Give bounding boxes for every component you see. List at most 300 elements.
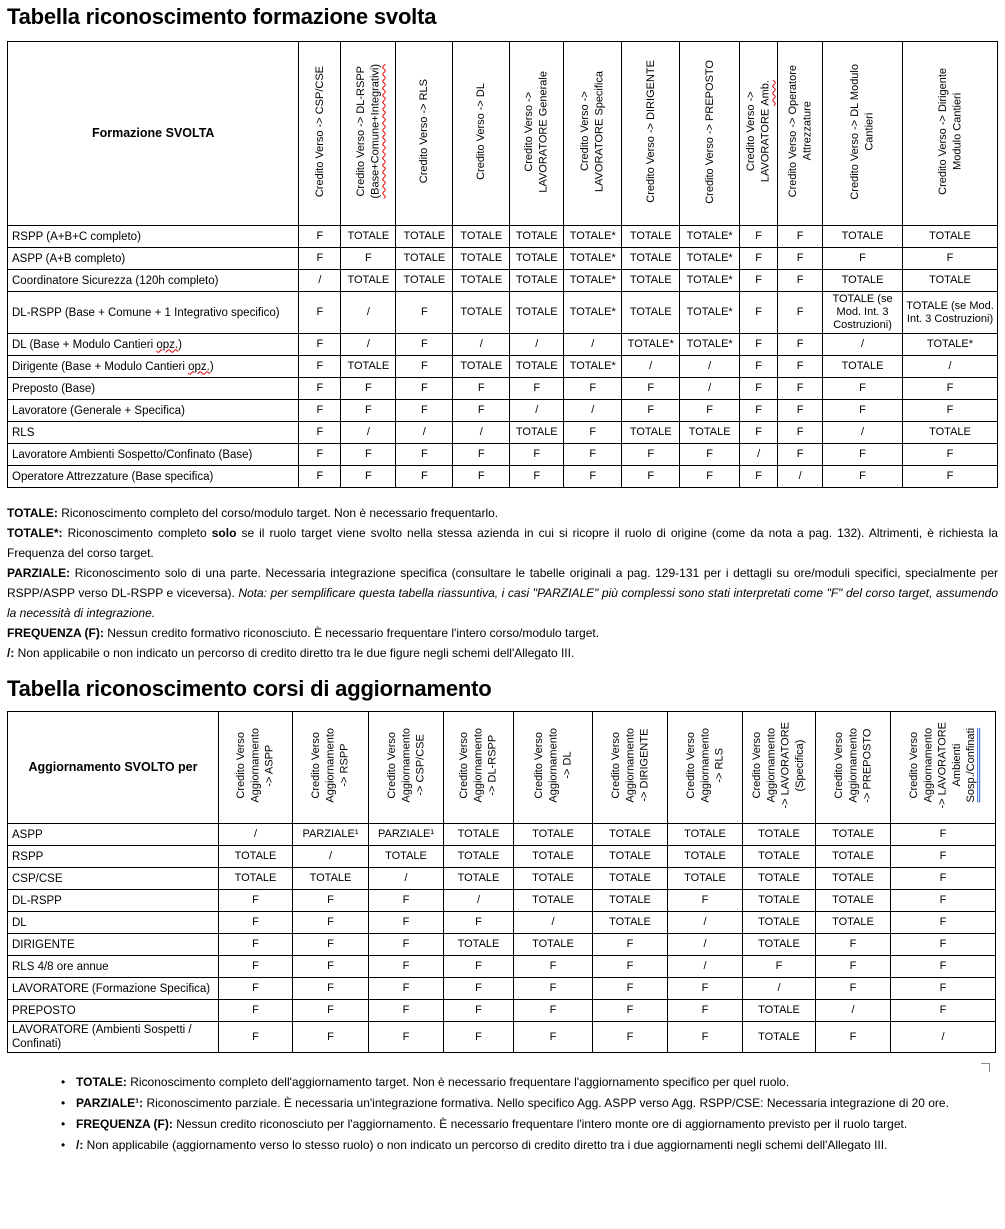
- legend-bullet-item: [55, 1093, 950, 1114]
- grid-cell: TOTALE: [453, 248, 510, 270]
- grid-cell: TOTALE: [816, 912, 891, 934]
- grid-cell: F: [510, 378, 564, 400]
- grid-cell: F: [593, 978, 668, 1000]
- rotated-column-header: [219, 712, 293, 824]
- grid-cell: TOTALE: [369, 846, 444, 868]
- grid-cell: TOTALE: [823, 226, 903, 248]
- grid-cell: TOTALE: [743, 824, 816, 846]
- table2-title: Tabella riconoscimento corsi di aggiornamento: [7, 676, 492, 701]
- text-run: Aggiornamento: [922, 728, 935, 803]
- grid-cell: TOTALE: [396, 226, 453, 248]
- grid-cell: /: [668, 934, 743, 956]
- grid-cell: TOTALE: [668, 824, 743, 846]
- rotated-column-header: [510, 42, 564, 226]
- grid-cell: F: [778, 444, 823, 466]
- table-row: [8, 978, 996, 1000]
- text-run: Credito Verso: [458, 732, 471, 799]
- text-run: Credito Verso -> RLS: [418, 79, 431, 184]
- text-run: DL-RSPP: [12, 894, 62, 907]
- grid-cell: /: [668, 912, 743, 934]
- grid-cell: TOTALE: [593, 890, 668, 912]
- grid-cell: TOTALE: [622, 226, 680, 248]
- text-run: ): [178, 338, 182, 351]
- grid-cell: TOTALE: [514, 890, 593, 912]
- grid-cell: TOTALE: [510, 270, 564, 292]
- grid-cell: F: [444, 1000, 514, 1022]
- rotated-column-header: [778, 42, 823, 226]
- text-run: Amb.: [759, 80, 772, 107]
- grid-cell: TOTALE*: [680, 226, 740, 248]
- grid-cell: TOTALE*: [622, 334, 680, 356]
- grid-cell: F: [816, 978, 891, 1000]
- grid-cell: F: [740, 226, 778, 248]
- table-row: [8, 378, 998, 400]
- header-row: [8, 42, 998, 226]
- text-run: DL-RSPP (Base + Comune + 1 Integrativo specifico): [12, 306, 280, 319]
- text-run: FREQUENZA (F):: [7, 626, 104, 640]
- grid-cell: TOTALE: [444, 824, 514, 846]
- grid-cell: F: [219, 934, 293, 956]
- grid-cell: F: [444, 956, 514, 978]
- table-row: [8, 1000, 996, 1022]
- aggiornamento-table: [7, 711, 996, 1053]
- corner-header: Aggiornamento SVOLTO per: [8, 712, 219, 824]
- grid-cell: F: [396, 334, 453, 356]
- text-run: RSPP: [12, 850, 44, 863]
- grid-cell: F: [341, 444, 396, 466]
- grid-cell: /: [299, 270, 341, 292]
- text-run: LAVORATORE (Ambienti Sospetti / Confinati): [12, 1024, 192, 1050]
- rotated-column-header: [680, 42, 740, 226]
- text-run: LAVORATORE: [759, 106, 772, 183]
- grid-cell: F: [622, 466, 680, 488]
- grid-cell: F: [823, 248, 903, 270]
- aggiornamento-table-container: [7, 711, 998, 1053]
- text-run: -> PREPOSTO: [861, 728, 874, 803]
- text-run: Nessun credito riconosciuto per l'aggiornamento. È necessario frequentare l'intero monte ore di aggiornamento previsto per il ruolo target.: [172, 1117, 908, 1131]
- rotated-column-header: [622, 42, 680, 226]
- grid-cell: PARZIALE¹: [293, 824, 369, 846]
- text-run: Credito Verso: [310, 732, 323, 799]
- table-row: [8, 292, 998, 334]
- text-run: Credito Verso: [235, 732, 248, 799]
- grid-cell: /: [816, 1000, 891, 1022]
- grid-cell: /: [680, 356, 740, 378]
- text-run: Ambienti: [951, 744, 964, 787]
- text-run: Credito Verso: [609, 732, 622, 799]
- grid-cell: F: [740, 356, 778, 378]
- grid-cell: F: [444, 978, 514, 1000]
- grid-cell: F: [778, 334, 823, 356]
- grid-cell: F: [299, 378, 341, 400]
- grid-cell: F: [740, 400, 778, 422]
- grid-cell: F: [453, 400, 510, 422]
- text-run: -> DIRIGENTE: [638, 728, 651, 803]
- row-label: [8, 1022, 219, 1053]
- text-run: Credito Verso: [908, 732, 921, 799]
- text-run: Credito Verso: [684, 732, 697, 799]
- text-run: /:: [76, 1138, 84, 1152]
- grid-cell: F: [369, 912, 444, 934]
- grid-cell: F: [891, 890, 996, 912]
- grid-cell: /: [668, 956, 743, 978]
- grid-cell: F: [622, 400, 680, 422]
- grid-cell: F: [444, 912, 514, 934]
- grid-cell: TOTALE: [444, 934, 514, 956]
- grid-cell: TOTALE*: [564, 356, 622, 378]
- grid-cell: F: [299, 444, 341, 466]
- grid-cell: TOTALE: [743, 846, 816, 868]
- grid-cell: F: [778, 400, 823, 422]
- grid-cell: /: [510, 400, 564, 422]
- text-run: solo: [211, 526, 237, 540]
- grid-cell: F: [891, 868, 996, 890]
- text-run: Credito Verso -> CSP/CSE: [313, 65, 326, 198]
- grid-cell: PARZIALE¹: [369, 824, 444, 846]
- grid-cell: F: [299, 466, 341, 488]
- grid-cell: F: [453, 466, 510, 488]
- grid-cell: F: [593, 934, 668, 956]
- grid-cell: /: [453, 422, 510, 444]
- grid-cell: F: [341, 378, 396, 400]
- text-run: Credito Verso -> DL: [475, 83, 488, 180]
- grid-cell: TOTALE (se Mod. Int. 3 Costruzioni): [823, 292, 903, 334]
- table-row: [8, 270, 998, 292]
- text-run: DL (Base + Modulo Cantieri: [12, 338, 157, 351]
- text-run: -> DL: [561, 751, 574, 780]
- table1-title: Tabella riconoscimento formazione svolta: [7, 4, 437, 29]
- row-label: [8, 226, 299, 248]
- text-run: -> RLS: [713, 748, 726, 783]
- grid-cell: F: [816, 934, 891, 956]
- text-run: -> CSP/CSE: [414, 734, 427, 797]
- text-run: PARZIALE¹:: [76, 1096, 144, 1110]
- grid-cell: F: [396, 292, 453, 334]
- grid-cell: F: [778, 270, 823, 292]
- text-run: LAVORATORE Generale: [537, 70, 550, 193]
- grid-cell: F: [293, 1022, 369, 1053]
- text-run: FREQUENZA (F):: [76, 1117, 173, 1131]
- grid-cell: F: [219, 890, 293, 912]
- grid-cell: /: [341, 334, 396, 356]
- text-run: se il ruolo target viene svolto nella stessa azienda in cui si ricopre il ruolo di origine (come da nota a pag. 132). Altrimenti, è richiesta la Frequenza del corso target.: [7, 526, 998, 560]
- grid-cell: F: [680, 466, 740, 488]
- grid-cell: F: [299, 400, 341, 422]
- table-row: [8, 956, 996, 978]
- grid-cell: /: [453, 334, 510, 356]
- text-run: Credito Verso -> DL Modulo: [849, 63, 862, 200]
- grid-cell: TOTALE: [444, 846, 514, 868]
- text-run: Nessun credito formativo riconosciuto. È necessario frequentare l'intero corso/modulo target.: [103, 626, 600, 640]
- text-run: Aggiornamento: [698, 728, 711, 803]
- grid-cell: TOTALE*: [564, 248, 622, 270]
- legend-line: [7, 563, 998, 623]
- grid-cell: F: [778, 248, 823, 270]
- grid-cell: /: [369, 868, 444, 890]
- grid-cell: F: [564, 422, 622, 444]
- grid-cell: TOTALE: [680, 422, 740, 444]
- row-label: [8, 334, 299, 356]
- grid-cell: F: [299, 226, 341, 248]
- grid-cell: F: [891, 1000, 996, 1022]
- text-run: RLS: [12, 426, 35, 439]
- grid-cell: F: [293, 912, 369, 934]
- text-run: RSPP (A+B+C completo): [12, 230, 141, 243]
- grid-cell: TOTALE: [453, 356, 510, 378]
- grid-cell: F: [369, 934, 444, 956]
- text-run: Credito Verso ->: [579, 91, 592, 172]
- grid-cell: TOTALE*: [680, 292, 740, 334]
- grid-cell: F: [891, 846, 996, 868]
- grid-cell: F: [453, 378, 510, 400]
- text-run: Credito Verso -> Dirigente: [936, 68, 949, 195]
- rotated-column-header: [816, 712, 891, 824]
- grid-cell: TOTALE: [622, 270, 680, 292]
- grid-cell: F: [219, 1022, 293, 1053]
- row-label: [8, 248, 299, 270]
- grid-cell: /: [514, 912, 593, 934]
- rotated-column-header: [891, 712, 996, 824]
- grid-cell: /: [341, 422, 396, 444]
- row-label: [8, 934, 219, 956]
- text-run: LAVORATORE Specifica: [593, 70, 606, 193]
- grid-cell: F: [293, 890, 369, 912]
- grid-cell: F: [778, 378, 823, 400]
- grid-cell: TOTALE: [593, 824, 668, 846]
- text-run: Credito Verso: [385, 732, 398, 799]
- grid-cell: TOTALE: [816, 846, 891, 868]
- grid-cell: TOTALE: [453, 292, 510, 334]
- grid-cell: F: [740, 292, 778, 334]
- text-run: Riconoscimento completo del corso/modulo target. Non è necessario frequentarlo.: [57, 506, 499, 520]
- grid-cell: TOTALE: [743, 868, 816, 890]
- grid-cell: F: [903, 444, 998, 466]
- grid-cell: F: [668, 978, 743, 1000]
- legend-line: [7, 523, 998, 563]
- text-run: Aggiornamento: [472, 728, 485, 803]
- grid-cell: F: [740, 466, 778, 488]
- table-row: [8, 934, 996, 956]
- grid-cell: TOTALE*: [564, 226, 622, 248]
- grid-cell: F: [823, 378, 903, 400]
- grid-cell: TOTALE: [341, 270, 396, 292]
- text-run: Credito Verso ->: [523, 91, 536, 172]
- grid-cell: F: [369, 956, 444, 978]
- grid-cell: TOTALE: [816, 824, 891, 846]
- grid-cell: TOTALE: [444, 868, 514, 890]
- rotated-column-header: [293, 712, 369, 824]
- grid-cell: TOTALE*: [680, 248, 740, 270]
- grid-cell: F: [510, 444, 564, 466]
- grid-cell: F: [680, 400, 740, 422]
- text-run: (Specifica): [794, 739, 807, 792]
- text-run: Lavoratore (Generale + Specifica): [12, 404, 185, 417]
- grid-cell: F: [668, 1000, 743, 1022]
- table-row: [8, 400, 998, 422]
- text-run: Credito Verso ->: [745, 91, 758, 172]
- grid-cell: F: [341, 466, 396, 488]
- text-run: Credito Verso: [832, 732, 845, 799]
- table-row: [8, 912, 996, 934]
- grid-cell: F: [564, 466, 622, 488]
- grid-cell: F: [740, 422, 778, 444]
- row-label: [8, 356, 299, 378]
- row-label: [8, 912, 219, 934]
- text-run: TOTALE:: [76, 1075, 127, 1089]
- text-run: Modulo Cantieri: [951, 92, 963, 171]
- grid-cell: TOTALE: [743, 890, 816, 912]
- text-run: (Base+Comune+Integrativi): [369, 64, 382, 199]
- rotated-column-header: [444, 712, 514, 824]
- grid-cell: F: [778, 356, 823, 378]
- row-label: [8, 956, 219, 978]
- text-run: TOTALE*:: [7, 526, 63, 540]
- grid-cell: /: [293, 846, 369, 868]
- table-row: [8, 248, 998, 270]
- row-label: [8, 422, 299, 444]
- table-row: [8, 846, 996, 868]
- grid-cell: TOTALE*: [564, 270, 622, 292]
- table-row: [8, 226, 998, 248]
- text-run: Credito Verso -> PREPOSTO: [703, 59, 716, 204]
- text-run: Riconoscimento solo di una parte. Necessaria integrazione specifica (consultare le tabelle originali a pag. 129-131 per i dettagli su ore/moduli specifici, specialmente per RSPP/ASPP verso DL-RSPP e viceversa).: [7, 566, 998, 600]
- grid-cell: F: [903, 378, 998, 400]
- grid-cell: F: [740, 270, 778, 292]
- text-run: Riconoscimento completo dell'aggiornamento target. Non è necessario frequentare l'aggiornamento specifico per quel ruolo.: [126, 1075, 790, 1089]
- text-run: ): [209, 360, 214, 373]
- grid-cell: TOTALE: [396, 248, 453, 270]
- text-run: ASPP: [12, 828, 43, 841]
- text-run: -> RSPP: [338, 743, 351, 788]
- grid-cell: F: [396, 378, 453, 400]
- grid-cell: /: [891, 1022, 996, 1053]
- grid-cell: F: [740, 378, 778, 400]
- grid-cell: /: [510, 334, 564, 356]
- legend-line: [7, 623, 998, 643]
- grid-cell: TOTALE: [823, 270, 903, 292]
- legend-bullet-item: [55, 1135, 950, 1156]
- table-resize-handle-icon: [981, 1063, 990, 1072]
- grid-cell: F: [369, 978, 444, 1000]
- table-row: [8, 444, 998, 466]
- grid-cell: F: [219, 912, 293, 934]
- header-row: [8, 712, 996, 824]
- grid-cell: TOTALE: [219, 846, 293, 868]
- grid-cell: TOTALE: [341, 356, 396, 378]
- grid-cell: TOTALE: [510, 356, 564, 378]
- text-run: -> ASPP: [263, 744, 276, 787]
- grid-cell: /: [778, 466, 823, 488]
- rotated-column-header: [564, 42, 622, 226]
- text-run: DL: [12, 916, 27, 929]
- text-run: PREPOSTO: [12, 1004, 76, 1017]
- grid-cell: /: [622, 356, 680, 378]
- rotated-column-header: [668, 712, 743, 824]
- grid-cell: TOTALE: [593, 846, 668, 868]
- row-label: [8, 1000, 219, 1022]
- text-run: Attrezzature: [801, 101, 814, 162]
- text-run: Credito Verso -> DIRIGENTE: [644, 60, 657, 203]
- rotated-column-header: [593, 712, 668, 824]
- grid-cell: TOTALE: [903, 226, 998, 248]
- grid-cell: TOTALE: [816, 890, 891, 912]
- grid-cell: TOTALE: [453, 226, 510, 248]
- grid-cell: F: [299, 334, 341, 356]
- grid-cell: TOTALE*: [680, 334, 740, 356]
- text-run: opz.: [188, 360, 210, 373]
- grid-cell: F: [341, 248, 396, 270]
- text-run: Aggiornamento: [399, 728, 412, 803]
- grid-cell: TOTALE: [903, 270, 998, 292]
- grid-cell: TOTALE: [514, 846, 593, 868]
- aggiornamento-legend: [55, 1072, 950, 1156]
- grid-cell: F: [740, 334, 778, 356]
- row-label: [8, 824, 219, 846]
- grid-cell: F: [743, 956, 816, 978]
- formazione-table-container: [7, 41, 998, 488]
- grid-cell: F: [396, 356, 453, 378]
- text-run: Lavoratore Ambienti Sospetto/Confinato (Base): [12, 448, 253, 461]
- grid-cell: TOTALE*: [564, 292, 622, 334]
- row-label: [8, 890, 219, 912]
- rotated-column-header: [453, 42, 510, 226]
- corner-header: Formazione SVOLTA: [8, 42, 299, 226]
- text-run: Aggiornamento: [249, 728, 262, 803]
- grid-cell: F: [514, 1022, 593, 1053]
- grid-cell: F: [903, 248, 998, 270]
- grid-cell: TOTALE: [514, 824, 593, 846]
- rotated-column-header: [743, 712, 816, 824]
- grid-cell: F: [823, 444, 903, 466]
- grid-cell: F: [293, 934, 369, 956]
- table-row: [8, 1022, 996, 1053]
- grid-cell: TOTALE: [622, 292, 680, 334]
- text-run: Coordinatore Sicurezza (120h completo): [12, 274, 219, 287]
- grid-cell: TOTALE: [823, 356, 903, 378]
- table-row: [8, 334, 998, 356]
- text-run: opz.: [156, 338, 179, 351]
- grid-cell: F: [341, 400, 396, 422]
- grid-cell: TOTALE: [293, 868, 369, 890]
- rotated-column-header: [341, 42, 396, 226]
- grid-cell: /: [823, 334, 903, 356]
- row-label: [8, 466, 299, 488]
- grid-cell: F: [396, 400, 453, 422]
- grid-cell: TOTALE: [510, 248, 564, 270]
- grid-cell: F: [293, 978, 369, 1000]
- grid-cell: /: [743, 978, 816, 1000]
- grid-cell: F: [219, 1000, 293, 1022]
- grid-cell: TOTALE: [743, 934, 816, 956]
- text-run: PARZIALE:: [7, 566, 71, 580]
- row-label: [8, 378, 299, 400]
- text-run: Riconoscimento completo: [62, 526, 212, 540]
- grid-cell: F: [891, 824, 996, 846]
- grid-cell: /: [444, 890, 514, 912]
- grid-cell: F: [816, 1022, 891, 1053]
- grid-cell: TOTALE: [510, 422, 564, 444]
- grid-cell: TOTALE: [743, 912, 816, 934]
- row-label: [8, 868, 219, 890]
- rotated-column-header: [396, 42, 453, 226]
- grid-cell: F: [903, 400, 998, 422]
- grid-cell: F: [510, 466, 564, 488]
- rotated-column-header: [514, 712, 593, 824]
- grid-cell: F: [369, 1022, 444, 1053]
- grid-cell: F: [396, 466, 453, 488]
- grid-cell: TOTALE*: [903, 334, 998, 356]
- rotated-column-header: [823, 42, 903, 226]
